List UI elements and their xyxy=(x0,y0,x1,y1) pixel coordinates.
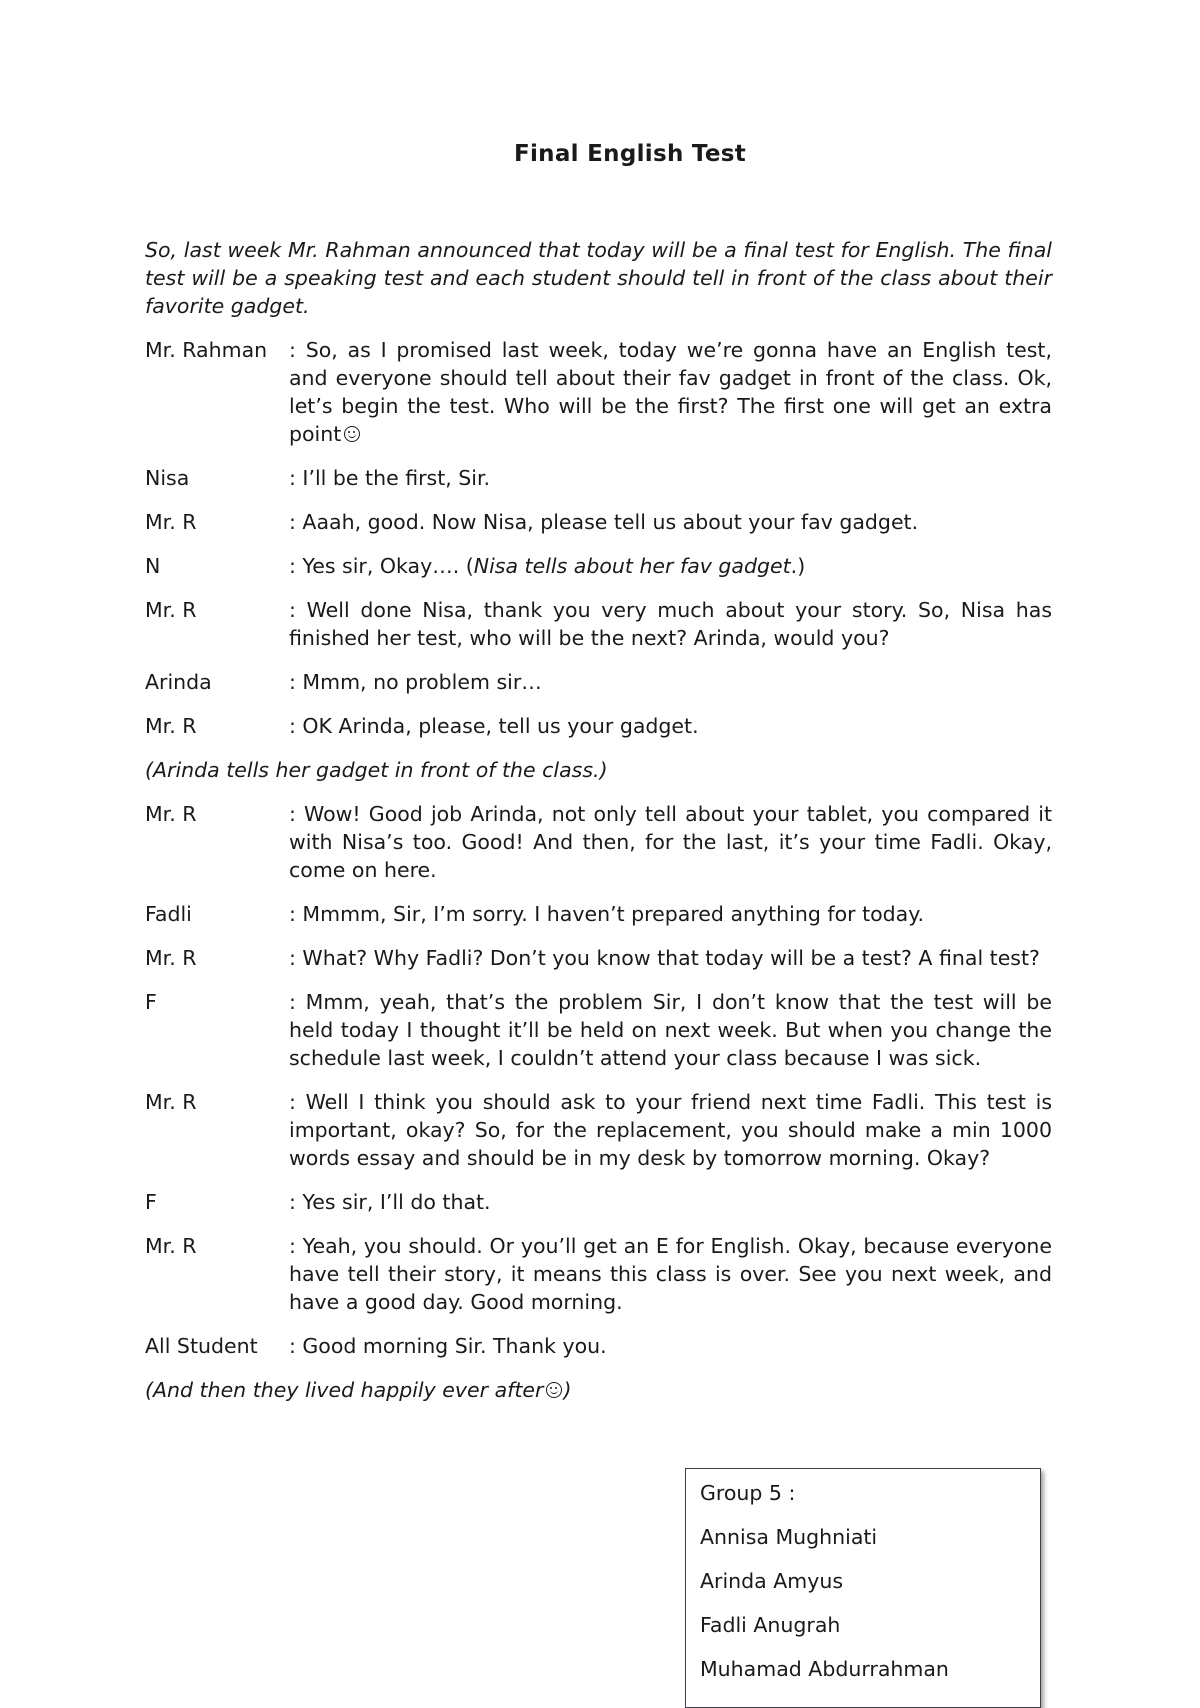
group-heading: Group 5 : xyxy=(700,1481,796,1505)
dialog-row xyxy=(145,668,1052,696)
document-title: Final English Test xyxy=(513,141,747,167)
intro-paragraph: So, last week Mr. Rahman announced that today will be a final test for English. The final test will be a speaking test and each student should tell in front of the class about their favorite gadget. xyxy=(145,238,1052,318)
dialog-line-text: : Well done Nisa, thank you very much about your story. So, Nisa has finished her test, who will be the next? Arinda, would you? xyxy=(289,598,1052,650)
speaker-name: Mr. R xyxy=(145,1234,197,1258)
speaker-name: All Student xyxy=(145,1334,258,1358)
dialog-line-text: : What? Why Fadli? Don’t you know that today will be a test? A final test? xyxy=(289,946,1040,970)
speaker-name: Fadli xyxy=(145,902,192,926)
group-member: Annisa Mughniati xyxy=(700,1525,878,1549)
dialog-line xyxy=(289,552,1052,580)
speaker-name: Mr. R xyxy=(145,510,197,534)
dialog-section xyxy=(145,336,1052,1420)
dialog-line xyxy=(289,668,1052,696)
dialog-row xyxy=(145,712,1052,740)
dialog-line xyxy=(289,1188,1052,1216)
speaker-name: Mr. R xyxy=(145,598,197,622)
dialog-row xyxy=(145,988,1052,1072)
dialog-row xyxy=(145,1088,1052,1172)
speaker-name: Arinda xyxy=(145,670,212,694)
dialog-row xyxy=(145,900,1052,928)
dialog-line xyxy=(289,946,1040,970)
dialog-row xyxy=(145,1332,1052,1360)
dialog-line xyxy=(289,712,1052,740)
dialog-line-text: : Wow! Good job Arinda, not only tell about your tablet, you compared it with Nisa’s too. Good! And then, for the last, it’s your time Fadli. Okay, come on here. xyxy=(289,802,1052,882)
dialog-line xyxy=(289,508,1052,536)
dialog-line xyxy=(289,1332,1052,1360)
group-member: Arinda Amyus xyxy=(700,1569,844,1593)
speaker-name: Mr. R xyxy=(145,946,197,970)
speaker-name: Mr. R xyxy=(145,1090,197,1114)
smiley-icon xyxy=(546,1382,562,1398)
dialog-line-text: : Good morning Sir. Thank you. xyxy=(289,1334,607,1358)
dialog-row xyxy=(145,1188,1052,1216)
dialog-row xyxy=(145,464,1052,492)
stage-direction: (Arinda tells her gadget in front of the class.) xyxy=(145,758,608,782)
dialog-line-text: : Mmmm, Sir, I’m sorry. I haven’t prepared anything for today. xyxy=(289,902,924,926)
dialog-line-text: : So, as I promised last week, today we’re gonna have an English test, and everyone should tell about their fav gadget in front of the class. Ok, let’s begin the test. Who will be the first? The first one will get an extra point xyxy=(289,338,1052,446)
dialog-line-text: : I’ll be the first, Sir. xyxy=(289,466,491,490)
dialog-line-text: : Aaah, good. Now Nisa, please tell us about your fav gadget. xyxy=(289,510,919,534)
dialog-line xyxy=(289,1232,1052,1316)
smiley-icon xyxy=(344,426,360,442)
dialog-line-text: : Well I think you should ask to your friend next time Fadli. This test is important, okay? So, for the replacement, you should make a min 1000 words essay and should be in my desk by tomorrow morning. Okay? xyxy=(289,1090,1052,1170)
dialog-line xyxy=(289,596,1052,652)
dialog-line xyxy=(289,900,1052,928)
closing-text: (And then they lived happily ever after xyxy=(145,1378,544,1402)
dialog-line-text: : OK Arinda, please, tell us your gadget. xyxy=(289,714,699,738)
dialog-line xyxy=(289,800,1052,884)
dialog-line xyxy=(289,464,1052,492)
dialog-line xyxy=(289,1088,1052,1172)
dialog-row xyxy=(145,336,1052,448)
dialog-row xyxy=(145,596,1052,652)
speaker-name: F xyxy=(145,990,157,1014)
closing-line xyxy=(145,1376,1052,1404)
dialog-line-text: : Yeah, you should. Or you’ll get an E for English. Okay, because everyone have tell their story, it means this class is over. See you next week, and have a good day. Good morning. xyxy=(289,1234,1052,1314)
dialog-row xyxy=(145,552,1052,580)
dialog-line-text: : Mmm, no problem sir… xyxy=(289,670,542,694)
dialog-row xyxy=(145,508,1052,536)
dialog-row xyxy=(145,800,1052,884)
speaker-name: N xyxy=(145,554,161,578)
dialog-line-text: : Yes sir, I’ll do that. xyxy=(289,1190,491,1214)
speaker-name: F xyxy=(145,1190,157,1214)
dialog-line xyxy=(289,988,1052,1072)
speaker-name: Mr. R xyxy=(145,802,197,826)
dialog-line-text: .) xyxy=(790,554,806,578)
closing-paren: ) xyxy=(563,1378,572,1402)
dialog-row xyxy=(145,944,1052,972)
dialog-line-text: : Yes sir, Okay…. ( xyxy=(289,554,474,578)
speaker-name: Mr. Rahman xyxy=(145,338,268,362)
group-member: Fadli Anugrah xyxy=(700,1613,841,1637)
group-members-box xyxy=(685,1468,1041,1708)
speaker-name: Nisa xyxy=(145,466,190,490)
group-member: Muhamad Abdurrahman xyxy=(700,1657,949,1681)
inline-stage-direction: Nisa tells about her fav gadget xyxy=(473,554,791,578)
dialog-line-text: : Mmm, yeah, that’s the problem Sir, I don’t know that the test will be held today I thought it’ll be held on next week. But when you change the schedule last week, I couldn’t attend your class because I was sick. xyxy=(289,990,1052,1070)
speaker-name: Mr. R xyxy=(145,714,197,738)
dialog-line xyxy=(289,336,1052,448)
dialog-row xyxy=(145,1232,1052,1316)
